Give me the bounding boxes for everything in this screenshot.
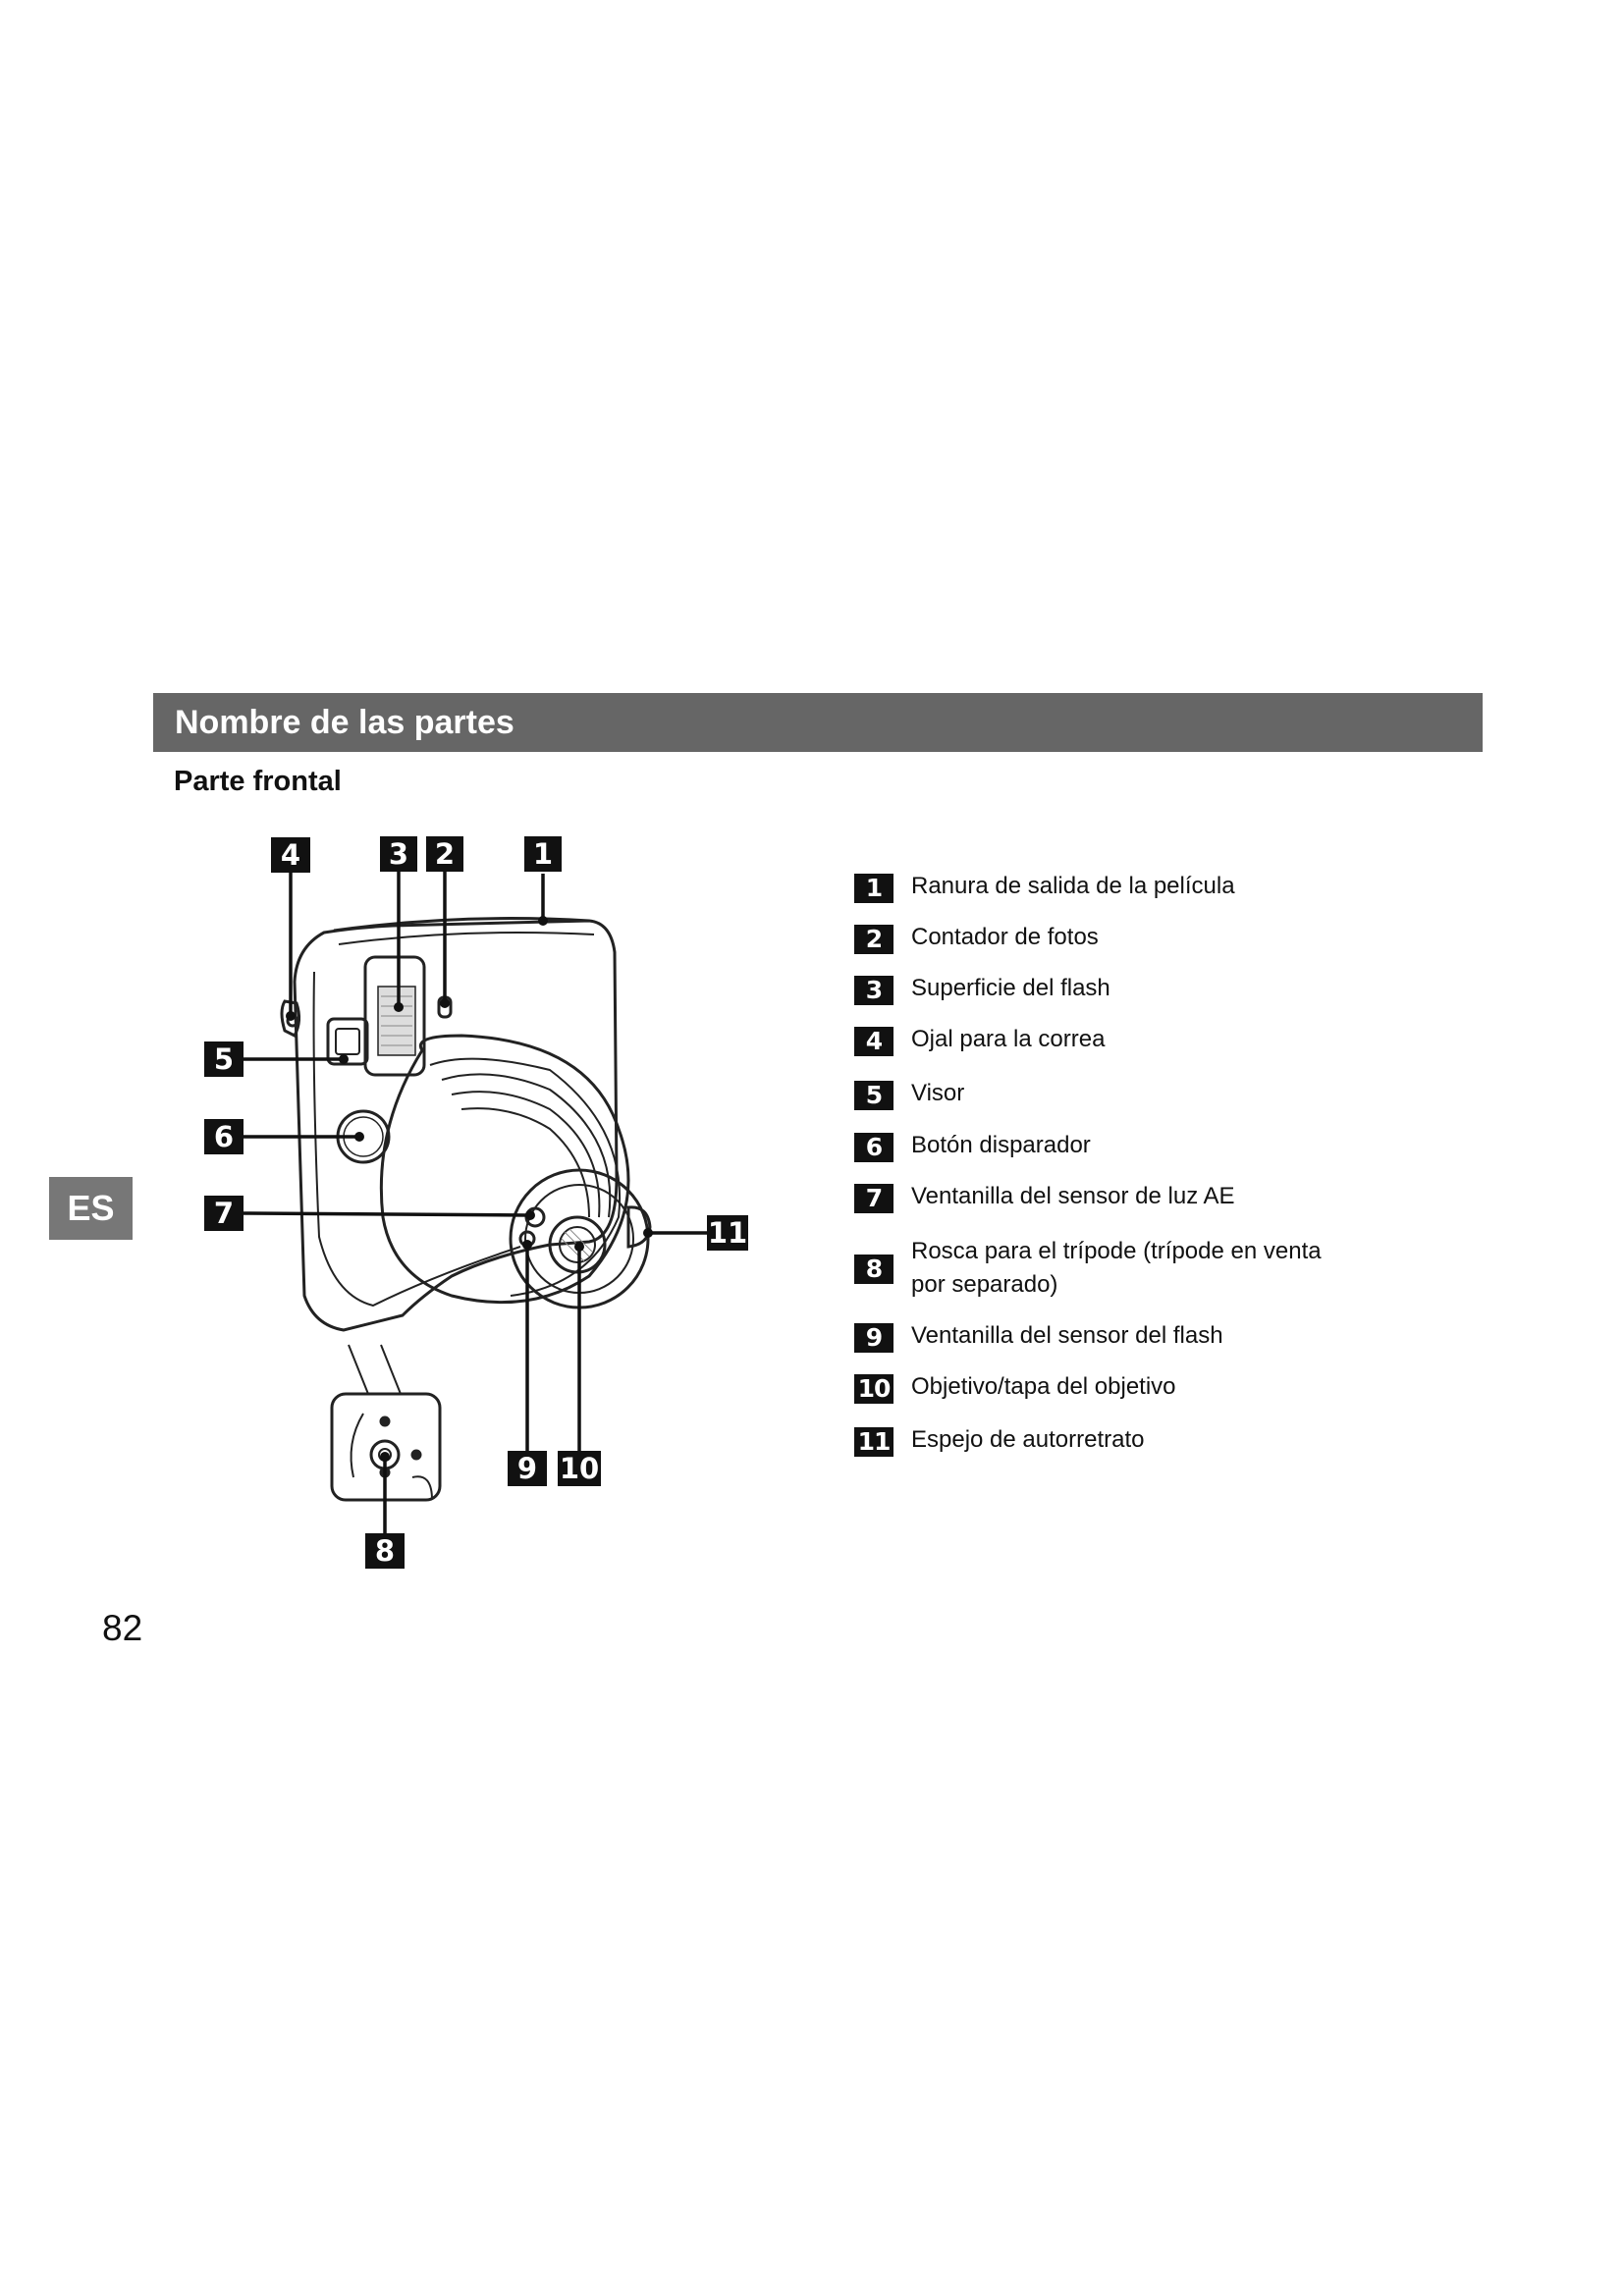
legend-number: 3	[854, 976, 893, 1005]
legend-number: 6	[854, 1133, 893, 1162]
callout-2: 2	[426, 836, 463, 872]
language-tab: ES	[49, 1177, 133, 1240]
legend-item-4	[854, 1023, 1105, 1056]
callout-3: 3	[380, 836, 417, 872]
legend-number: 11	[854, 1427, 893, 1457]
callout-1: 1	[524, 836, 562, 872]
legend-label: Ojal para la correa	[911, 1026, 1106, 1052]
legend-number: 10	[854, 1374, 893, 1404]
legend-item-2	[854, 921, 1099, 954]
legend-label: Ranura de salida de la película	[911, 873, 1235, 899]
legend-item-6	[854, 1129, 1091, 1162]
legend-item-11	[854, 1423, 1144, 1457]
callout-7: 7	[204, 1196, 244, 1231]
legend-number: 2	[854, 925, 893, 954]
callout-4: 4	[271, 837, 310, 873]
legend-label: Visor	[911, 1080, 965, 1106]
legend-item-9	[854, 1319, 1223, 1353]
legend-label: Espejo de autorretrato	[911, 1426, 1145, 1453]
legend-label: Contador de fotos	[911, 924, 1099, 950]
legend-number: 8	[854, 1255, 893, 1284]
legend-number: 4	[854, 1027, 893, 1056]
callout-9: 9	[508, 1451, 547, 1486]
callout-10: 10	[559, 1452, 600, 1485]
legend-number: 7	[854, 1184, 893, 1213]
legend-item-3	[854, 972, 1110, 1005]
legend-label: Superficie del flash	[911, 975, 1110, 1001]
legend-item-1	[854, 870, 1235, 903]
callout-11: 11	[707, 1216, 748, 1250]
section-title: Nombre de las partes	[153, 693, 1483, 752]
legend-item-8	[854, 1235, 1345, 1302]
legend-item-5	[854, 1077, 964, 1110]
legend-label: Rosca para el trípode (trípode en venta por separado)	[911, 1238, 1322, 1298]
legend-label: Botón disparador	[911, 1132, 1091, 1158]
page-number: 82	[102, 1608, 143, 1648]
legend-number: 5	[854, 1081, 893, 1110]
legend-label: Ventanilla del sensor del flash	[911, 1322, 1223, 1349]
legend-number: 9	[854, 1323, 893, 1353]
callout-5: 5	[204, 1041, 244, 1077]
callout-6: 6	[204, 1119, 244, 1154]
callout-8: 8	[365, 1533, 405, 1569]
legend-item-7	[854, 1180, 1235, 1213]
legend-label: Ventanilla del sensor de luz AE	[911, 1183, 1235, 1209]
legend-label: Objetivo/tapa del objetivo	[911, 1373, 1176, 1400]
legend-number: 1	[854, 874, 893, 903]
subtitle: Parte frontal	[174, 766, 342, 797]
legend-item-10	[854, 1370, 1176, 1404]
